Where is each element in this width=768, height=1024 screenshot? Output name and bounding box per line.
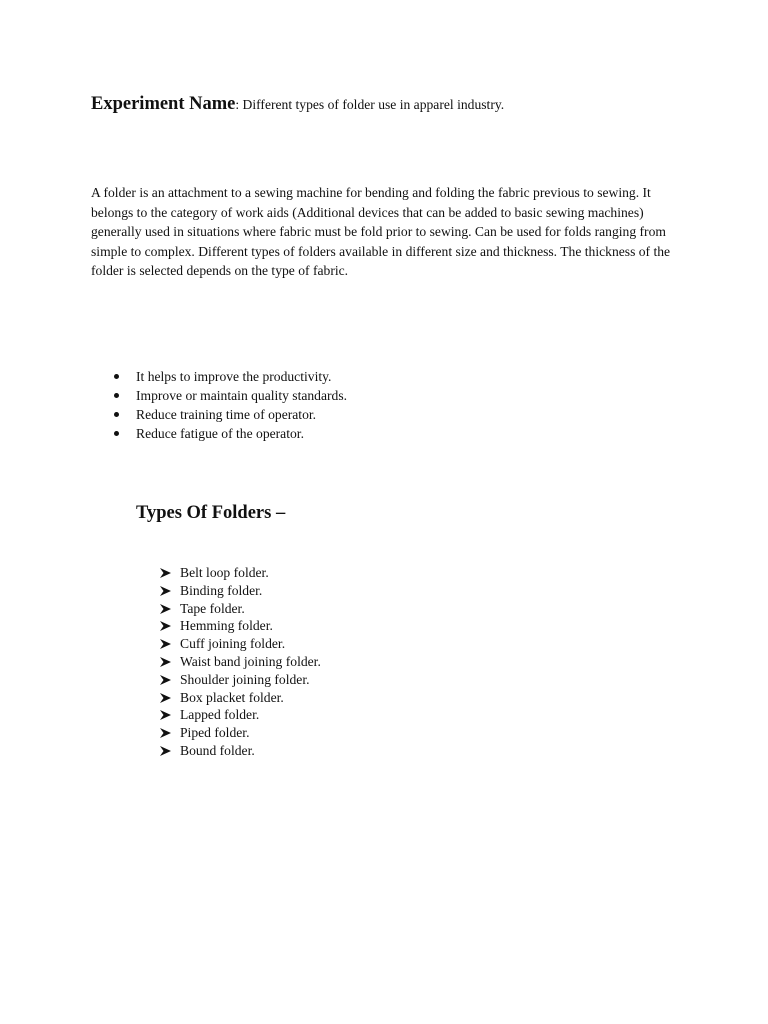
folder-types-list: [158, 564, 321, 760]
folder-type-item: [158, 617, 321, 635]
arrow-right-icon: [160, 675, 171, 685]
experiment-separator: :: [235, 97, 240, 112]
folder-type-item: [158, 582, 321, 600]
folder-type-text: Lapped folder.: [180, 707, 260, 723]
folder-type-text: Binding folder.: [180, 582, 263, 598]
benefit-item: [111, 424, 347, 443]
benefit-item: [111, 386, 347, 405]
folder-type-text: Bound folder.: [180, 742, 255, 758]
arrow-right-icon: [160, 586, 171, 596]
intro-paragraph: A folder is an attachment to a sewing machine for bending and folding the fabric previous to sewing. It belongs to the category of work aids (Additional devices that can be added to basic sewing machines) generally used in situations where fabric must be fold prior to sewing. Can be used for folds ranging from simple to complex. Different types of folders available in different size and thickness. The thickness of the folder is selected depends on the type of fabric.: [91, 185, 671, 279]
arrow-right-icon: [160, 568, 171, 578]
folder-type-item: [158, 671, 321, 689]
experiment-heading: [91, 91, 504, 118]
arrow-right-icon: [160, 728, 171, 738]
arrow-right-icon: [160, 710, 171, 720]
benefit-item: [111, 367, 347, 386]
arrow-right-icon: [160, 693, 171, 703]
benefit-text: It helps to improve the productivity.: [136, 369, 332, 384]
arrow-right-icon: [160, 604, 171, 614]
experiment-label: Experiment Name: [91, 94, 236, 114]
folder-type-text: Cuff joining folder.: [180, 636, 286, 652]
benefit-text: Reduce training time of operator.: [136, 407, 317, 422]
folder-type-text: Shoulder joining folder.: [180, 671, 310, 687]
arrow-right-icon: [160, 621, 171, 631]
folder-type-text: Piped folder.: [180, 725, 250, 741]
benefit-text: Improve or maintain quality standards.: [136, 388, 348, 403]
bullet-dot-icon: [114, 393, 119, 398]
experiment-title: Different types of folder use in apparel industry.: [239, 97, 505, 112]
folder-type-text: Waist band joining folder.: [180, 653, 321, 669]
folder-type-text: Box placket folder.: [180, 689, 284, 705]
benefit-item: [111, 405, 347, 424]
folder-type-item: [158, 653, 321, 671]
folder-type-item: [158, 635, 321, 653]
folder-type-text: Belt loop folder.: [180, 565, 269, 580]
folder-type-item: [158, 724, 321, 742]
folder-type-item: [158, 564, 321, 582]
benefits-list: [111, 367, 347, 443]
benefit-text: Reduce fatigue of the operator.: [136, 426, 304, 441]
types-section-title: Types Of Folders –: [136, 503, 286, 523]
folder-type-item: [158, 600, 321, 618]
folder-type-item: [158, 689, 321, 707]
bullet-dot-icon: [114, 374, 119, 379]
bullet-dot-icon: [114, 431, 119, 436]
folder-type-item: [158, 742, 321, 760]
folder-type-text: Tape folder.: [180, 600, 245, 616]
arrow-right-icon: [160, 746, 171, 756]
folder-type-text: Hemming folder.: [180, 618, 273, 634]
bullet-dot-icon: [114, 412, 119, 417]
folder-type-item: [158, 706, 321, 724]
arrow-right-icon: [160, 657, 171, 667]
arrow-right-icon: [160, 639, 171, 649]
